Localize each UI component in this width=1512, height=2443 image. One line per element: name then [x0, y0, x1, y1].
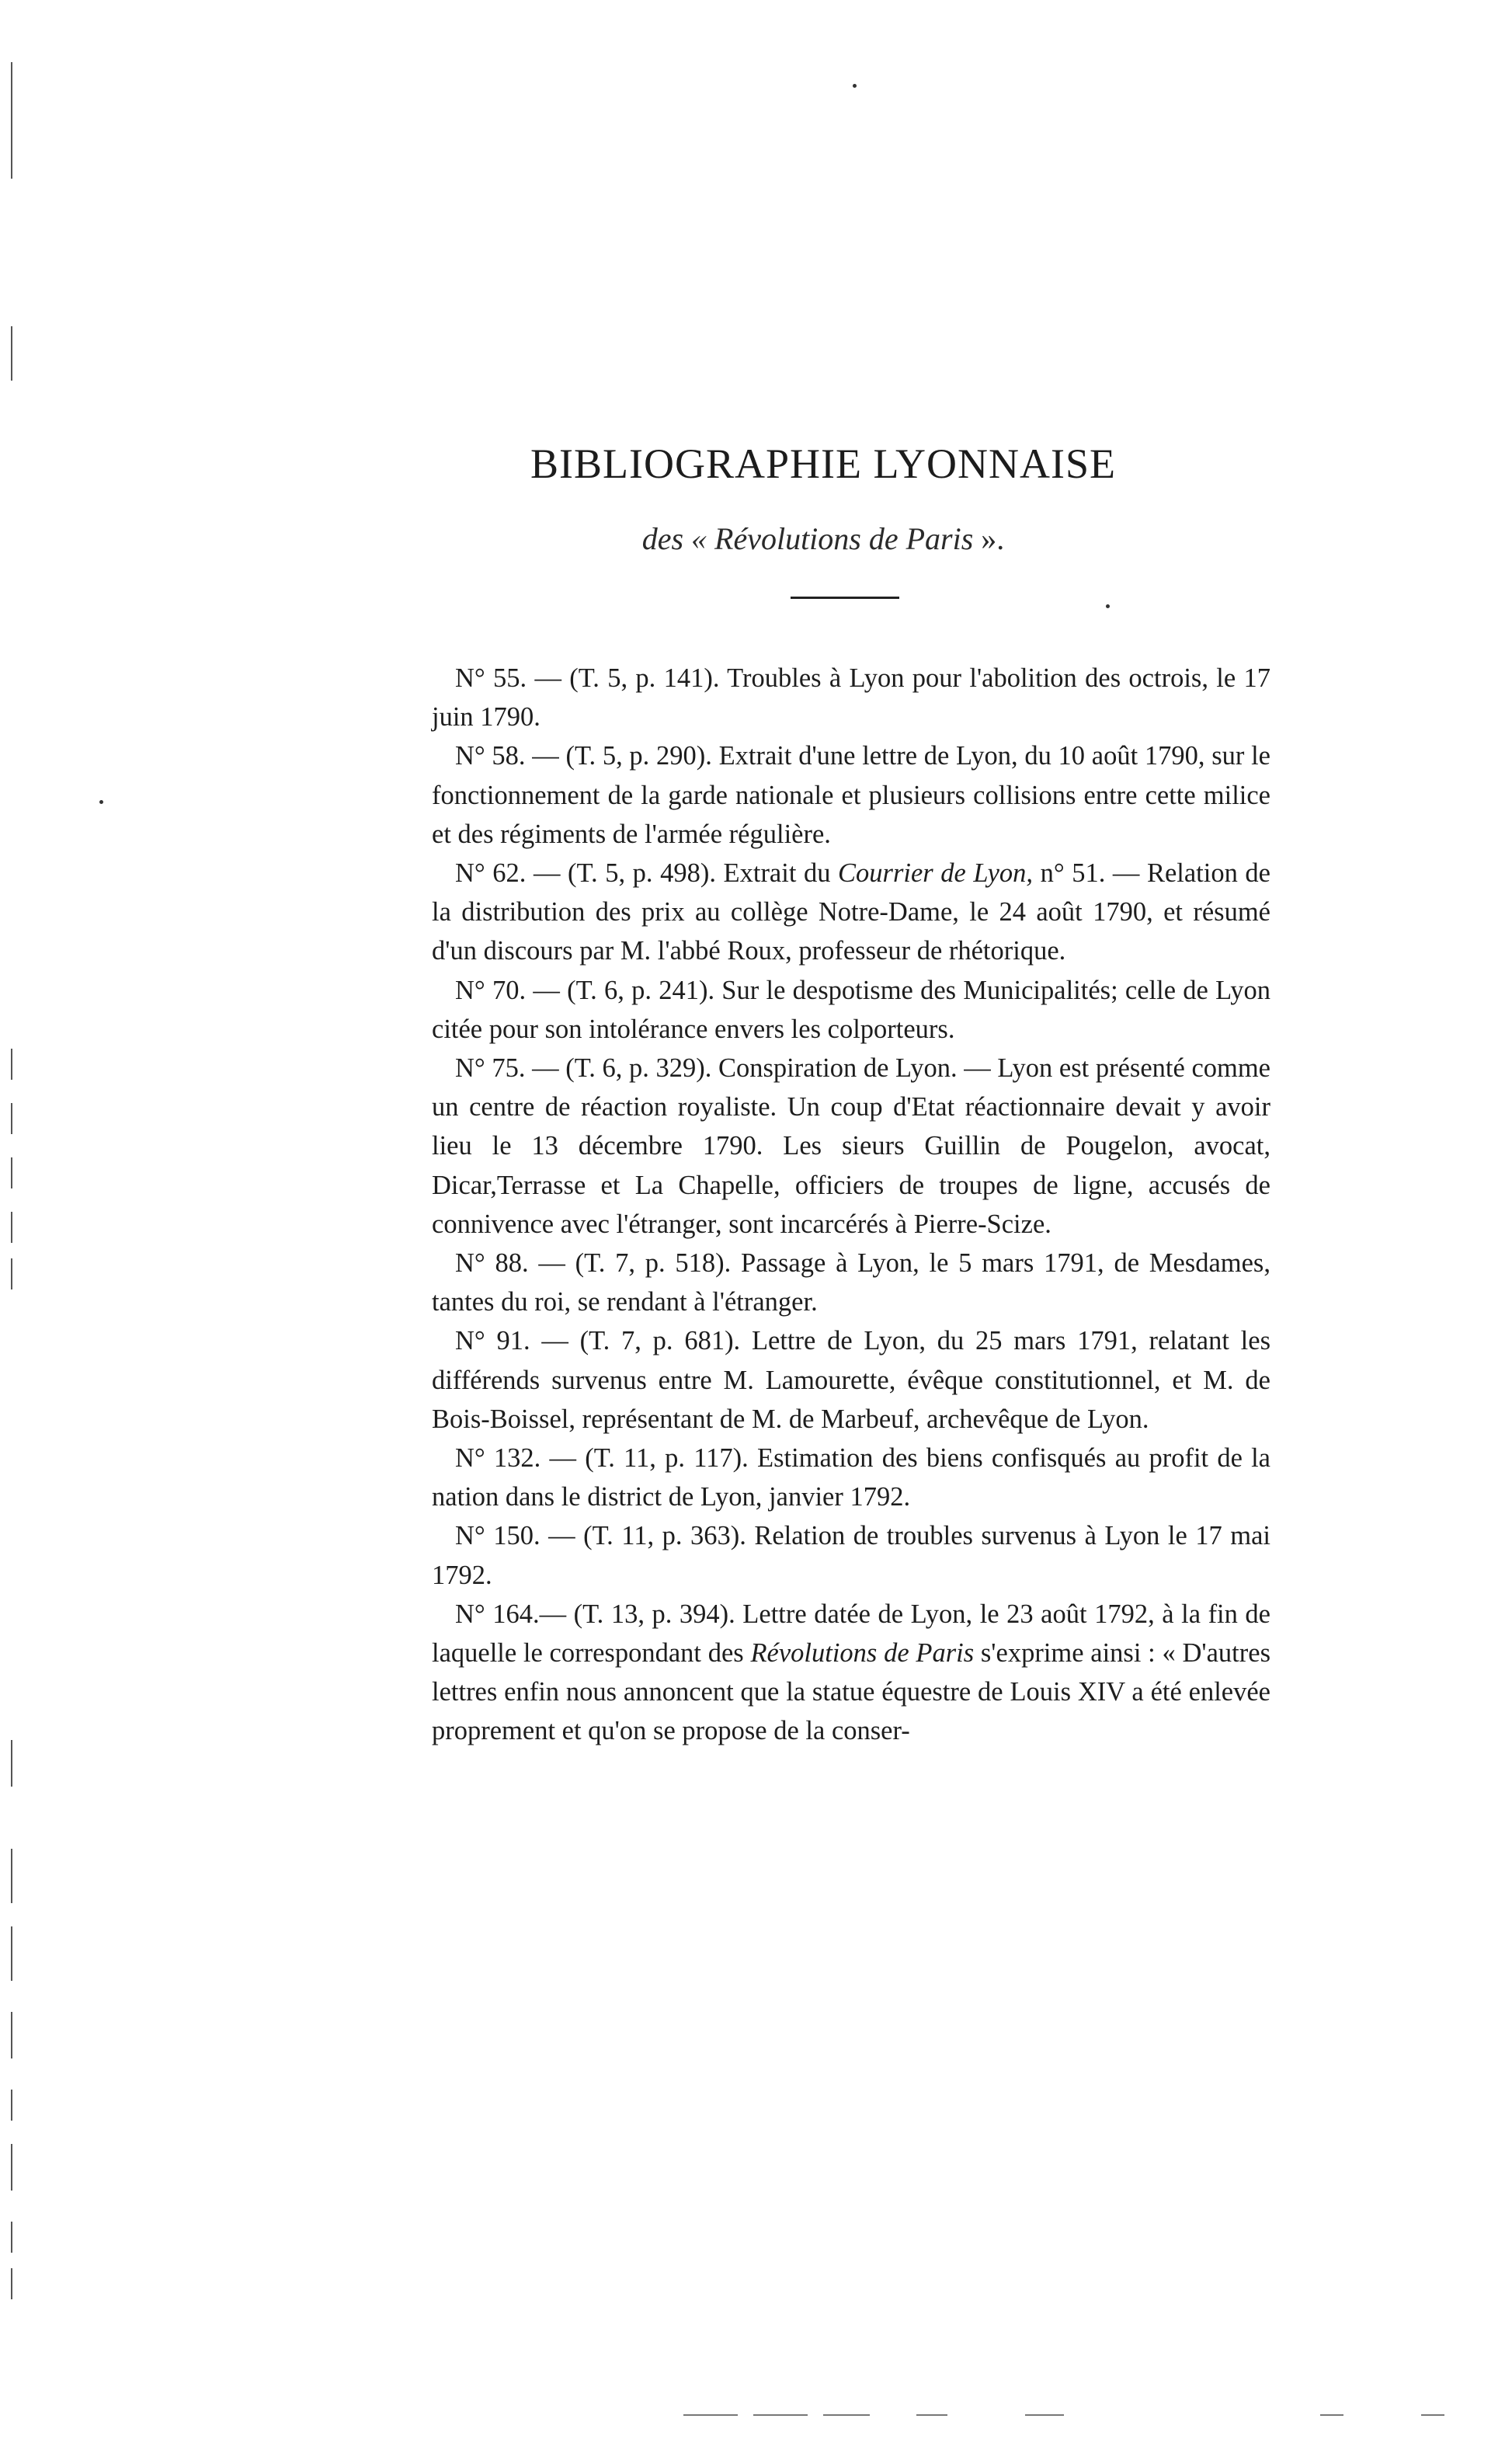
entry-n62-italic: Courrier de Lyon, — [838, 858, 1034, 889]
scan-speck — [1106, 604, 1110, 608]
scan-speck — [99, 800, 103, 804]
entry-n164-text-a: N° 164.— (T. 13, p. 394). Lettre datée de Lyon, le 23 août 1792, à la fin de laquelle le correspondant des — [432, 1599, 1270, 1669]
entry-n164 — [432, 1595, 1270, 1751]
bibliography-entries — [432, 659, 1270, 1751]
subtitle-italic-title: Révolutions de Paris — [714, 521, 974, 556]
entry-n91: N° 91. — (T. 7, p. 681). Lettre de Lyon, du 25 mars 1791, relatant les différends survenus entre M. Lamourette, évêque constitutionnel, et M. de Bois-Boissel, représentant de M. de Marbeuf, archevêque de Lyon. — [432, 1326, 1270, 1434]
scan-bottom-mark — [823, 2414, 870, 2416]
entry-n55: N° 55. — (T. 5, p. 141). Troubles à Lyon pour l'abolition des octrois, le 17 juin 1790. — [432, 663, 1270, 733]
entry-n70: N° 70. — (T. 6, p. 241). Sur le despotisme des Municipalités; celle de Lyon citée pour son intolérance envers les colporteurs. — [432, 975, 1270, 1044]
page-subtitle — [435, 520, 1211, 557]
scan-bottom-mark — [916, 2414, 947, 2416]
entry-n164-italic: Révolutions de Paris — [750, 1638, 975, 1669]
scan-bottom-mark — [1025, 2414, 1064, 2416]
subtitle-suffix: ». — [973, 521, 1005, 556]
entry-n150: N° 150. — (T. 11, p. 363). Relation de troubles survenus à Lyon le 17 mai 1792. — [432, 1521, 1270, 1590]
entry-n62-text-a: N° 62. — (T. 5, p. 498). Extrait du — [455, 858, 839, 889]
entry-n75: N° 75. — (T. 6, p. 329). Conspiration de Lyon. — Lyon est présenté comme un centre de réaction royaliste. Un coup d'Etat réactionnaire devait y avoir lieu le 13 décembre 1790. Les sieurs Guillin de Pougelon, avocat, Dicar,Terrasse et La Chapelle, officiers de troupes de ligne, accusés de connivence avec l'étranger, sont incarcérés à Pierre-Scize. — [432, 1053, 1270, 1239]
scan-bottom-mark — [1320, 2414, 1343, 2416]
scan-bottom-mark — [683, 2414, 738, 2416]
entry-n164-text-b: s'exprime ainsi : « D'autres lettres enfin nous annoncent que la statue équestre de Louis XIV a été enlevée proprement et qu'on se propose de la conser- — [432, 1638, 1270, 1746]
scan-bottom-mark — [1421, 2414, 1444, 2416]
scan-bottom-mark — [753, 2414, 808, 2416]
entry-n58: N° 58. — (T. 5, p. 290). Extrait d'une lettre de Lyon, du 10 août 1790, sur le fonctionnement de la garde nationale et plusieurs collisions entre cette milice et des régiments de l'armée régulière. — [432, 741, 1270, 849]
page-title: BIBLIOGRAPHIE LYONNAISE — [530, 440, 1117, 487]
scan-margin-marks — [0, 0, 31, 2443]
entry-n88: N° 88. — (T. 7, p. 518). Passage à Lyon, le 5 mars 1791, de Mesdames, tantes du roi, se rendant à l'étranger. — [432, 1248, 1270, 1317]
entry-n62-text-b: n° 51. — Relation de la distribution des prix au collège Notre-Dame, le 24 août 1790, et résumé d'un discours par M. l'abbé Roux, professeur de rhétorique. — [432, 858, 1270, 966]
scan-speck — [853, 84, 857, 88]
entry-n132: N° 132. — (T. 11, p. 117). Estimation des biens confisqués au profit de la nation dans le district de Lyon, janvier 1792. — [432, 1443, 1270, 1512]
title-rule — [791, 597, 899, 599]
subtitle-prefix: des « — [641, 521, 715, 556]
entry-n62 — [432, 854, 1270, 971]
